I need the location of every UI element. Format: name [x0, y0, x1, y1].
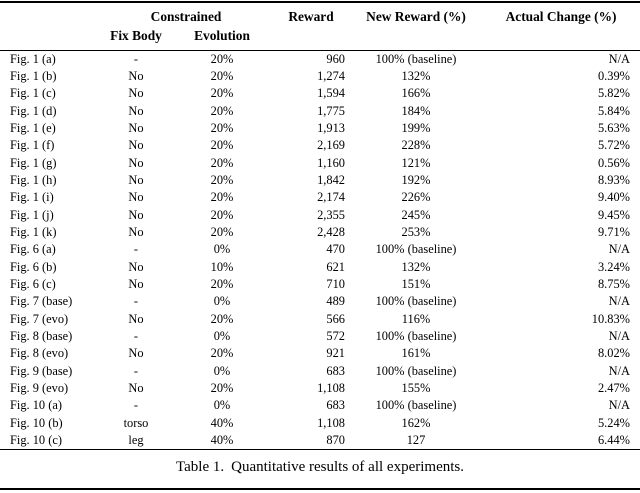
reward-cell: 1,594	[317, 86, 345, 101]
reward-cell: 1,913	[317, 120, 345, 135]
reward-cell: 470	[326, 242, 345, 257]
reward-cell: 960	[326, 51, 345, 66]
actual-change-cell: 8.75%	[597, 276, 630, 291]
fix-body-cell: -	[133, 294, 139, 309]
actual-change-cell: 9.40%	[597, 190, 630, 205]
row-label-cell: Fig. 1 (i)	[10, 190, 54, 205]
actual-change-cell: 10.83%	[591, 311, 630, 326]
row-label-cell: Fig. 6 (c)	[10, 276, 56, 291]
results-table-body	[0, 50, 640, 450]
actual-change-cell: 0.56%	[597, 155, 630, 170]
new-reward-cell: 100% (baseline)	[375, 242, 457, 257]
reward-cell: 2,169	[317, 138, 345, 153]
reward-cell: 1,274	[317, 68, 345, 83]
fix-body-cell: -	[133, 242, 139, 257]
table-caption-label: Table 1.	[176, 459, 225, 476]
row-label-cell: Fig. 1 (c)	[10, 86, 56, 101]
fix-body-cell: No	[128, 276, 144, 291]
header-empty-cell	[482, 26, 640, 50]
new-reward-cell: 127	[406, 433, 426, 448]
fix-body-cell: No	[128, 381, 144, 396]
actual-change-cell: 8.93%	[597, 172, 630, 187]
header-empty-cell	[0, 2, 100, 26]
table-row	[0, 120, 640, 137]
table-row	[0, 103, 640, 120]
table-row	[0, 380, 640, 397]
evolution-cell: 20%	[210, 207, 234, 222]
table-row	[0, 85, 640, 102]
new-reward-cell: 228%	[401, 138, 431, 153]
row-label-cell: Fig. 1 (a)	[10, 51, 56, 66]
table-row	[0, 328, 640, 345]
evolution-cell: 10%	[210, 259, 234, 274]
header-fix-body: Fix Body	[100, 26, 172, 50]
reward-cell: 566	[326, 311, 345, 326]
header-new-reward: New Reward (%)	[366, 8, 466, 24]
actual-change-cell: 6.44%	[597, 433, 630, 448]
evolution-cell: 0%	[213, 398, 231, 413]
actual-change-cell: 8.02%	[597, 346, 630, 361]
fix-body-cell: No	[128, 346, 144, 361]
fix-body-cell: No	[128, 103, 144, 118]
table-row	[0, 345, 640, 362]
row-label-cell: Fig. 6 (b)	[10, 259, 57, 274]
evolution-cell: 40%	[210, 415, 234, 430]
fix-body-cell: leg	[128, 433, 144, 448]
table-row	[0, 50, 640, 68]
new-reward-cell: 100% (baseline)	[375, 363, 457, 378]
evolution-cell: 20%	[210, 190, 234, 205]
reward-cell: 489	[326, 294, 345, 309]
table-row	[0, 276, 640, 293]
row-label-cell: Fig. 8 (evo)	[10, 346, 69, 361]
new-reward-cell: 132%	[401, 259, 431, 274]
header-actual-change: Actual Change (%)	[505, 8, 617, 24]
new-reward-cell: 155%	[401, 381, 431, 396]
actual-change-cell: 9.45%	[597, 207, 630, 222]
header-empty-cell	[350, 26, 482, 50]
row-label-cell: Fig. 9 (base)	[10, 363, 73, 378]
evolution-cell: 20%	[210, 346, 234, 361]
fix-body-cell: No	[128, 207, 144, 222]
reward-cell: 870	[326, 433, 345, 448]
fix-body-cell: No	[128, 172, 144, 187]
evolution-cell: 20%	[210, 224, 234, 239]
row-label-cell: Fig. 1 (h)	[10, 172, 57, 187]
evolution-cell: 20%	[210, 138, 234, 153]
table-row	[0, 189, 640, 206]
fix-body-cell: No	[128, 86, 144, 101]
new-reward-cell: 192%	[401, 172, 431, 187]
table-caption-text: Quantitative results of all experiments.	[231, 459, 464, 476]
table-row	[0, 137, 640, 154]
row-label-cell: Fig. 10 (a)	[10, 398, 62, 413]
fix-body-cell: No	[128, 120, 144, 135]
actual-change-cell: 5.63%	[597, 120, 630, 135]
fix-body-cell: -	[133, 398, 139, 413]
fix-body-cell: No	[128, 155, 144, 170]
row-label-cell: Fig. 1 (e)	[10, 120, 56, 135]
fix-body-cell: -	[133, 363, 139, 378]
fix-body-cell: No	[128, 311, 144, 326]
actual-change-cell: 9.71%	[597, 224, 630, 239]
fix-body-cell: No	[128, 190, 144, 205]
evolution-cell: 0%	[213, 294, 231, 309]
table-row	[0, 172, 640, 189]
reward-cell: 1,775	[317, 103, 345, 118]
page-bottom-rule	[0, 488, 640, 490]
fix-body-cell: No	[128, 259, 144, 274]
fix-body-cell: No	[128, 68, 144, 83]
header-evolution: Evolution	[172, 26, 272, 50]
table-row	[0, 311, 640, 328]
reward-cell: 1,108	[317, 381, 345, 396]
table-row	[0, 363, 640, 380]
new-reward-cell: 226%	[401, 190, 431, 205]
row-label-cell: Fig. 1 (d)	[10, 103, 57, 118]
reward-cell: 683	[326, 398, 345, 413]
header-row-top	[0, 2, 640, 26]
header-reward: Reward	[288, 8, 334, 24]
evolution-cell: 20%	[210, 311, 234, 326]
evolution-cell: 20%	[210, 381, 234, 396]
new-reward-cell: 162%	[401, 415, 431, 430]
actual-change-cell: 5.72%	[597, 138, 630, 153]
reward-cell: 621	[326, 259, 345, 274]
new-reward-cell: 184%	[401, 103, 431, 118]
evolution-cell: 40%	[210, 433, 234, 448]
new-reward-cell: 199%	[401, 120, 431, 135]
table-row	[0, 155, 640, 172]
evolution-cell: 20%	[210, 86, 234, 101]
new-reward-cell: 161%	[401, 346, 431, 361]
actual-change-cell: N/A	[608, 329, 630, 343]
row-label-cell: Fig. 10 (c)	[10, 433, 62, 448]
new-reward-cell: 132%	[401, 68, 431, 83]
actual-change-cell: 0.39%	[597, 68, 630, 83]
reward-cell: 2,355	[317, 207, 345, 222]
row-label-cell: Fig. 7 (base)	[10, 294, 73, 309]
new-reward-cell: 121%	[401, 155, 431, 170]
header-constrained: Constrained	[150, 8, 222, 24]
evolution-cell: 20%	[210, 155, 234, 170]
evolution-cell: 0%	[213, 329, 231, 343]
evolution-cell: 20%	[210, 51, 234, 66]
header-row-sub	[0, 26, 640, 50]
table-row	[0, 432, 640, 450]
new-reward-cell: 100% (baseline)	[375, 294, 457, 309]
fix-body-cell: -	[133, 51, 139, 66]
actual-change-cell: 3.24%	[597, 259, 630, 274]
actual-change-cell: N/A	[608, 242, 630, 257]
new-reward-cell: 253%	[401, 224, 431, 239]
new-reward-cell: 116%	[401, 311, 431, 326]
table-row	[0, 397, 640, 414]
header-empty-cell	[0, 26, 100, 50]
table-row	[0, 207, 640, 224]
row-label-cell: Fig. 8 (base)	[10, 329, 73, 343]
reward-cell: 572	[326, 329, 345, 343]
table-row	[0, 293, 640, 310]
evolution-cell: 20%	[210, 276, 234, 291]
actual-change-cell: N/A	[608, 294, 630, 309]
row-label-cell: Fig. 6 (a)	[10, 242, 56, 257]
table-row	[0, 241, 640, 258]
actual-change-cell: N/A	[608, 398, 630, 413]
evolution-cell: 0%	[213, 363, 231, 378]
actual-change-cell: 5.84%	[597, 103, 630, 118]
table-row	[0, 68, 640, 85]
row-label-cell: Fig. 10 (b)	[10, 415, 63, 430]
fix-body-cell: No	[128, 138, 144, 153]
reward-cell: 1,108	[317, 415, 345, 430]
row-label-cell: Fig. 9 (evo)	[10, 381, 69, 396]
new-reward-cell: 245%	[401, 207, 431, 222]
actual-change-cell: 5.24%	[597, 415, 630, 430]
reward-cell: 1,160	[317, 155, 345, 170]
fix-body-cell: No	[128, 224, 144, 239]
evolution-cell: 0%	[213, 242, 231, 257]
evolution-cell: 20%	[210, 103, 234, 118]
results-table-header	[0, 2, 640, 50]
table-caption	[0, 459, 640, 476]
table-row	[0, 415, 640, 432]
reward-cell: 921	[326, 346, 345, 361]
actual-change-cell: N/A	[608, 363, 630, 378]
fix-body-cell: torso	[123, 415, 149, 430]
row-label-cell: Fig. 1 (j)	[10, 207, 54, 222]
row-label-cell: Fig. 1 (b)	[10, 68, 57, 83]
header-empty-cell	[272, 26, 350, 50]
row-label-cell: Fig. 1 (f)	[10, 138, 55, 153]
actual-change-cell: 2.47%	[597, 381, 630, 396]
actual-change-cell: N/A	[608, 51, 630, 66]
new-reward-cell: 166%	[401, 86, 431, 101]
new-reward-cell: 151%	[401, 276, 431, 291]
evolution-cell: 20%	[210, 68, 234, 83]
reward-cell: 1,842	[317, 172, 345, 187]
results-table	[0, 1, 640, 450]
evolution-cell: 20%	[210, 120, 234, 135]
new-reward-cell: 100% (baseline)	[375, 329, 457, 343]
reward-cell: 710	[326, 276, 345, 291]
table-row	[0, 259, 640, 276]
reward-cell: 2,174	[317, 190, 345, 205]
reward-cell: 2,428	[317, 224, 345, 239]
row-label-cell: Fig. 7 (evo)	[10, 311, 69, 326]
row-label-cell: Fig. 1 (k)	[10, 224, 57, 239]
new-reward-cell: 100% (baseline)	[375, 51, 457, 66]
row-label-cell: Fig. 1 (g)	[10, 155, 57, 170]
table-row	[0, 224, 640, 241]
reward-cell: 683	[326, 363, 345, 378]
fix-body-cell: -	[133, 329, 139, 343]
actual-change-cell: 5.82%	[597, 86, 630, 101]
new-reward-cell: 100% (baseline)	[375, 398, 457, 413]
evolution-cell: 20%	[210, 172, 234, 187]
